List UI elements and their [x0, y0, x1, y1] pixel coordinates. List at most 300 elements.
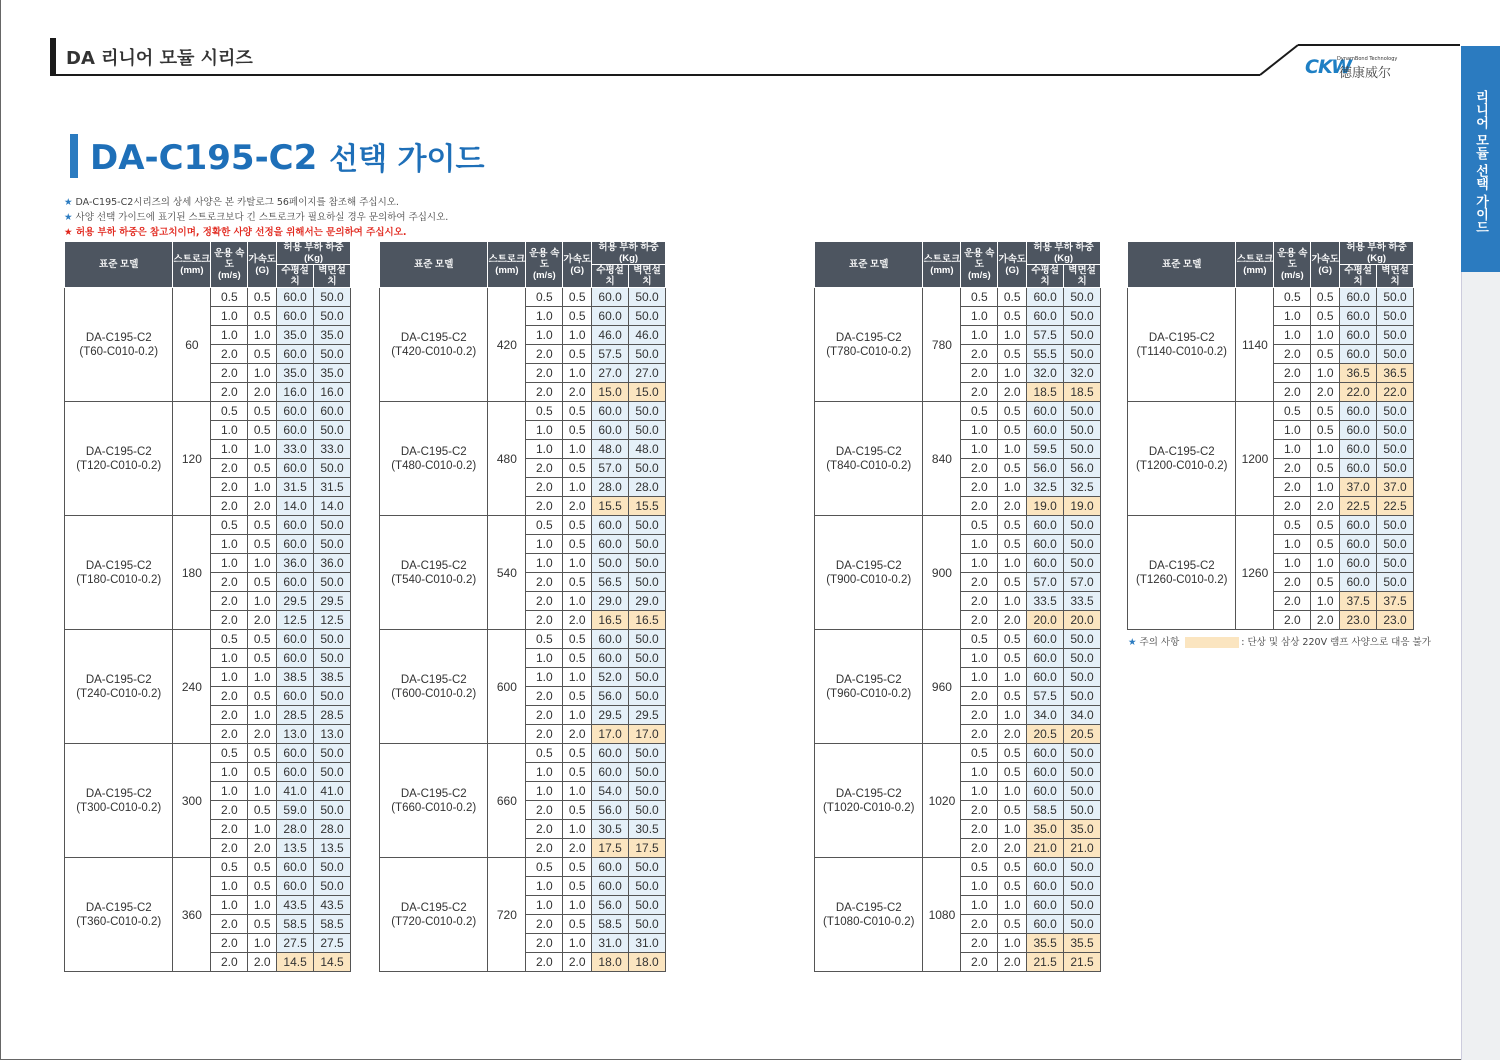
accel-value: 1.0: [1311, 326, 1340, 345]
speed-value: 2.0: [526, 953, 563, 972]
speed-value: 1.0: [961, 440, 998, 459]
header-speed: [211, 242, 248, 288]
accel-value: 1.0: [248, 706, 277, 725]
load-horizontal-value: 29.5: [592, 706, 629, 725]
accel-value: 0.5: [563, 459, 592, 478]
model-name-line: (T240-C010-0.2): [76, 687, 162, 700]
table-row: [65, 858, 351, 877]
accel-value: 0.5: [563, 877, 592, 896]
model-name-line: (T1140-C010-0.2): [1136, 345, 1228, 358]
speed-value: 2.0: [526, 820, 563, 839]
model-name-line: DA-C195-C2: [400, 673, 467, 686]
speed-value: 2.0: [1274, 364, 1311, 383]
load-wall-value: 15.0: [629, 383, 666, 402]
accel-value: 1.0: [563, 706, 592, 725]
header-rule-upper: [1298, 44, 1460, 46]
selection-table: [64, 241, 351, 972]
accel-value: 0.5: [998, 421, 1027, 440]
speed-value: 2.0: [211, 706, 248, 725]
load-wall-value: 50.0: [1064, 630, 1101, 649]
load-horizontal-value: 60.0: [1027, 877, 1064, 896]
selection-table: [1127, 241, 1414, 630]
load-horizontal-value: 56.0: [592, 687, 629, 706]
load-horizontal-value: 60.0: [1340, 554, 1377, 573]
note-text: DA-C195-C2시리즈의 상세 사양은 본 카탈로그 56페이지를 참조해 주십시오.: [75, 197, 399, 208]
load-wall-value: 33.5: [1064, 592, 1101, 611]
logo-chinese-name: 德康威尔: [1339, 66, 1392, 81]
load-horizontal-value: 60.0: [592, 516, 629, 535]
load-wall-value: 29.5: [629, 706, 666, 725]
accel-value: 1.0: [1311, 364, 1340, 383]
header-accel: [1311, 242, 1340, 288]
load-horizontal-value: 60.0: [277, 687, 314, 706]
speed-value: 1.0: [526, 421, 563, 440]
load-wall-value: 50.0: [1064, 535, 1101, 554]
load-horizontal-value: 16.0: [277, 383, 314, 402]
accel-value: 0.5: [998, 744, 1027, 763]
speed-value: 2.0: [1274, 497, 1311, 516]
table-row: [380, 630, 666, 649]
load-horizontal-value: 60.0: [277, 421, 314, 440]
load-horizontal-value: 57.5: [1027, 687, 1064, 706]
load-horizontal-value: 60.0: [1027, 915, 1064, 934]
accel-value: 0.5: [248, 535, 277, 554]
load-horizontal-value: 60.0: [592, 535, 629, 554]
speed-value: 1.0: [526, 326, 563, 345]
load-horizontal-value: 58.5: [592, 915, 629, 934]
load-horizontal-value: 14.0: [277, 497, 314, 516]
load-wall-value: 31.5: [314, 478, 351, 497]
speed-value: 2.0: [1274, 573, 1311, 592]
load-wall-value: 50.0: [314, 345, 351, 364]
load-horizontal-value: 60.0: [1027, 668, 1064, 687]
load-horizontal-value: 60.0: [277, 459, 314, 478]
load-wall-value: 21.5: [1064, 953, 1101, 972]
load-wall-value: 50.0: [629, 345, 666, 364]
header-accent-bar: [50, 38, 56, 74]
load-horizontal-value: 35.0: [1027, 820, 1064, 839]
load-wall-value: 50.0: [314, 516, 351, 535]
speed-value: 0.5: [526, 744, 563, 763]
model-name-line: DA-C195-C2: [85, 901, 152, 914]
load-wall-value: 35.0: [314, 326, 351, 345]
accel-value: 1.0: [248, 782, 277, 801]
speed-value: 2.0: [211, 839, 248, 858]
speed-value: 2.0: [1274, 345, 1311, 364]
accel-value: 1.0: [998, 440, 1027, 459]
speed-value: 0.5: [1274, 402, 1311, 421]
speed-value: 1.0: [526, 307, 563, 326]
load-horizontal-value: 31.5: [277, 478, 314, 497]
model-name-line: DA-C195-C2: [400, 331, 467, 344]
load-wall-value: 38.5: [314, 668, 351, 687]
model-name: [815, 744, 923, 858]
load-wall-value: 50.0: [314, 687, 351, 706]
load-horizontal-value: 60.0: [1027, 535, 1064, 554]
load-wall-value: 36.5: [1377, 364, 1414, 383]
speed-value: 0.5: [526, 858, 563, 877]
speed-value: 1.0: [211, 877, 248, 896]
load-horizontal-value: 29.5: [277, 592, 314, 611]
speed-value: 1.0: [1274, 326, 1311, 345]
speed-value: 2.0: [961, 820, 998, 839]
speed-value: 2.0: [526, 364, 563, 383]
accel-value: 1.0: [998, 364, 1027, 383]
legend-text: : 단상 및 삼상 220V 램프 사양으로 대응 불가: [1241, 637, 1431, 648]
load-horizontal-value: 60.0: [1340, 288, 1377, 307]
accel-value: 2.0: [998, 839, 1027, 858]
accel-value: 0.5: [248, 877, 277, 896]
load-horizontal-value: 22.5: [1340, 497, 1377, 516]
speed-value: 2.0: [526, 687, 563, 706]
accel-value: 2.0: [1311, 383, 1340, 402]
load-horizontal-value: 35.0: [277, 326, 314, 345]
speed-value: 0.5: [526, 516, 563, 535]
model-name-line: (T960-C010-0.2): [826, 687, 912, 700]
load-wall-value: 46.0: [629, 326, 666, 345]
speed-value: 2.0: [961, 573, 998, 592]
header-wall: 벽면설치: [629, 265, 666, 288]
header-accel-label: 가속도: [248, 253, 276, 265]
load-wall-value: 50.0: [1377, 288, 1414, 307]
header-model: 표준 모델: [380, 242, 488, 288]
page-title: [90, 134, 485, 178]
accel-value: 2.0: [998, 725, 1027, 744]
header-stroke-label: 스트로크: [488, 253, 526, 265]
accel-value: 0.5: [248, 630, 277, 649]
speed-value: 2.0: [961, 383, 998, 402]
load-horizontal-value: 60.0: [277, 630, 314, 649]
speed-value: 1.0: [961, 782, 998, 801]
load-wall-value: 50.0: [1377, 345, 1414, 364]
header-stroke-label: 스트로크: [923, 253, 961, 265]
load-horizontal-value: 18.5: [1027, 383, 1064, 402]
model-name-line: (T780-C010-0.2): [826, 345, 912, 358]
load-horizontal-value: 33.5: [1027, 592, 1064, 611]
speed-value: 1.0: [1274, 554, 1311, 573]
load-wall-value: 50.0: [1377, 402, 1414, 421]
header-speed-unit: (m/s): [967, 270, 991, 281]
model-name-line: DA-C195-C2: [835, 559, 902, 572]
logo-mark: CKW: [1305, 56, 1352, 78]
load-horizontal-value: 19.0: [1027, 497, 1064, 516]
speed-value: 2.0: [526, 478, 563, 497]
load-wall-value: 16.0: [314, 383, 351, 402]
load-wall-value: 28.0: [314, 820, 351, 839]
load-wall-value: 50.0: [1064, 877, 1101, 896]
load-horizontal-value: 60.0: [1027, 896, 1064, 915]
accel-value: 0.5: [563, 801, 592, 820]
load-horizontal-value: 60.0: [277, 744, 314, 763]
load-wall-value: 50.0: [314, 877, 351, 896]
load-wall-value: 13.5: [314, 839, 351, 858]
stroke-value: 660: [488, 744, 526, 858]
load-horizontal-value: 20.5: [1027, 725, 1064, 744]
load-wall-value: 50.0: [629, 915, 666, 934]
speed-value: 1.0: [1274, 421, 1311, 440]
load-wall-value: 17.5: [629, 839, 666, 858]
accel-value: 1.0: [248, 554, 277, 573]
accel-value: 0.5: [563, 288, 592, 307]
speed-value: 2.0: [1274, 478, 1311, 497]
table-row: [815, 744, 1101, 763]
speed-value: 1.0: [961, 535, 998, 554]
side-tab-selection-guide[interactable]: [1461, 46, 1500, 272]
accel-value: 1.0: [998, 554, 1027, 573]
accel-value: 0.5: [998, 573, 1027, 592]
warning-text: 허용 부하 하중은 참고치이며, 정확한 사양 선정을 위해서는 문의하여 주십시오.: [75, 227, 407, 238]
load-horizontal-value: 37.5: [1340, 592, 1377, 611]
title-accent-bar: [70, 134, 78, 178]
load-horizontal-value: 57.0: [1027, 573, 1064, 592]
model-name: [815, 402, 923, 516]
header-stroke-label: 스트로크: [173, 253, 211, 265]
accel-value: 0.5: [248, 801, 277, 820]
model-name-line: (T1260-C010-0.2): [1136, 573, 1228, 586]
speed-value: 2.0: [211, 345, 248, 364]
warning-note: ★ 허용 부하 하중은 참고치이며, 정확한 사양 선정을 위해서는 문의하여 주십시오.: [64, 227, 407, 238]
side-tab-label: 리니어 모듈 선택 가이드: [1473, 90, 1488, 234]
model-name: [380, 630, 488, 744]
header-stroke-unit: (mm): [180, 264, 204, 276]
speed-value: 2.0: [1274, 611, 1311, 630]
speed-value: 2.0: [1274, 383, 1311, 402]
accel-value: 2.0: [248, 953, 277, 972]
accel-value: 0.5: [998, 516, 1027, 535]
header-speed-label: 운용 속도: [1277, 248, 1308, 270]
speed-value: 1.0: [211, 763, 248, 782]
load-wall-value: 50.0: [314, 573, 351, 592]
load-horizontal-value: 14.5: [277, 953, 314, 972]
stroke-value: 1140: [1236, 288, 1274, 402]
load-wall-value: 50.0: [629, 402, 666, 421]
accel-value: 2.0: [248, 725, 277, 744]
accel-value: 2.0: [998, 383, 1027, 402]
accel-value: 1.0: [563, 554, 592, 573]
table-row: [380, 288, 666, 307]
note-item: ★ DA-C195-C2시리즈의 상세 사양은 본 카탈로그 56페이지를 참조해 주십시오.: [64, 197, 399, 208]
model-name-line: DA-C195-C2: [85, 673, 152, 686]
load-wall-value: 50.0: [629, 307, 666, 326]
header-accel-unit: (G): [1318, 264, 1333, 276]
load-wall-value: 50.0: [314, 535, 351, 554]
load-horizontal-value: 60.0: [1027, 307, 1064, 326]
load-horizontal-value: 27.0: [592, 364, 629, 383]
model-name-line: (T300-C010-0.2): [76, 801, 162, 814]
model-name: [380, 744, 488, 858]
legend-swatch: [1185, 637, 1239, 648]
accel-value: 1.0: [248, 478, 277, 497]
load-wall-value: 21.0: [1064, 839, 1101, 858]
accel-value: 2.0: [563, 725, 592, 744]
model-name-line: (T1020-C010-0.2): [823, 801, 915, 814]
load-horizontal-value: 60.0: [277, 402, 314, 421]
load-horizontal-value: 60.0: [277, 877, 314, 896]
accel-value: 1.0: [248, 668, 277, 687]
header-speed-unit: (m/s): [217, 270, 241, 281]
load-wall-value: 50.0: [1064, 896, 1101, 915]
load-horizontal-value: 60.0: [1340, 326, 1377, 345]
model-name: [65, 858, 173, 972]
accel-value: 0.5: [563, 630, 592, 649]
speed-value: 2.0: [961, 687, 998, 706]
header-accel-label: 가속도: [998, 253, 1026, 265]
accel-value: 2.0: [998, 953, 1027, 972]
speed-value: 2.0: [961, 801, 998, 820]
header-horizontal: 수평설치: [1027, 265, 1064, 288]
model-name-line: (T660-C010-0.2): [391, 801, 477, 814]
accel-value: 0.5: [563, 744, 592, 763]
load-horizontal-value: 54.0: [592, 782, 629, 801]
speed-value: 2.0: [961, 725, 998, 744]
load-wall-value: 50.0: [1377, 307, 1414, 326]
header-stroke: [488, 242, 526, 288]
accel-value: 0.5: [1311, 535, 1340, 554]
speed-value: 2.0: [526, 459, 563, 478]
speed-value: 2.0: [526, 934, 563, 953]
accel-value: 1.0: [998, 326, 1027, 345]
load-wall-value: 36.0: [314, 554, 351, 573]
speed-value: 0.5: [211, 516, 248, 535]
load-wall-value: 50.0: [314, 744, 351, 763]
load-horizontal-value: 60.0: [1340, 440, 1377, 459]
company-logo: [1305, 56, 1405, 81]
speed-value: 1.0: [526, 877, 563, 896]
accel-value: 1.0: [563, 668, 592, 687]
load-wall-value: 50.0: [314, 288, 351, 307]
header-wall: 벽면설치: [1064, 265, 1101, 288]
load-horizontal-value: 52.0: [592, 668, 629, 687]
table-row: [815, 516, 1101, 535]
speed-value: 1.0: [961, 307, 998, 326]
legend: ★ 주의 사항 : 단상 및 삼상 220V 램프 사양으로 대응 불가: [1128, 637, 1431, 648]
accel-value: 0.5: [998, 687, 1027, 706]
selection-table: [814, 241, 1101, 972]
speed-value: 0.5: [211, 630, 248, 649]
load-wall-value: 50.0: [314, 630, 351, 649]
stroke-value: 600: [488, 630, 526, 744]
load-wall-value: 50.0: [629, 668, 666, 687]
load-wall-value: 43.5: [314, 896, 351, 915]
load-horizontal-value: 60.0: [592, 763, 629, 782]
speed-value: 1.0: [211, 326, 248, 345]
accel-value: 1.0: [248, 440, 277, 459]
accel-value: 1.0: [998, 782, 1027, 801]
header-accel-label: 가속도: [563, 253, 591, 265]
speed-value: 1.0: [526, 440, 563, 459]
load-horizontal-value: 28.0: [277, 820, 314, 839]
speed-value: 0.5: [961, 744, 998, 763]
speed-value: 1.0: [961, 668, 998, 687]
table-row: [1128, 288, 1414, 307]
table-row: [1128, 402, 1414, 421]
accel-value: 0.5: [998, 459, 1027, 478]
load-horizontal-value: 20.0: [1027, 611, 1064, 630]
load-wall-value: 60.0: [314, 402, 351, 421]
speed-value: 2.0: [211, 478, 248, 497]
stroke-value: 60: [173, 288, 211, 402]
speed-value: 1.0: [961, 877, 998, 896]
speed-value: 2.0: [211, 953, 248, 972]
speed-value: 2.0: [211, 573, 248, 592]
header-model: 표준 모델: [1128, 242, 1236, 288]
table-row: [815, 858, 1101, 877]
model-name: [380, 288, 488, 402]
stroke-value: 540: [488, 516, 526, 630]
load-wall-value: 16.5: [629, 611, 666, 630]
load-wall-value: 50.0: [1377, 535, 1414, 554]
note-text: 사양 선택 가이드에 표기된 스트로크보다 긴 스트로크가 필요하실 경우 문의하여 주십시오.: [75, 212, 449, 223]
table-row: [65, 630, 351, 649]
load-wall-value: 50.0: [629, 421, 666, 440]
load-wall-value: 50.0: [629, 573, 666, 592]
load-wall-value: 31.0: [629, 934, 666, 953]
accel-value: 2.0: [248, 383, 277, 402]
speed-value: 1.0: [1274, 307, 1311, 326]
speed-value: 1.0: [1274, 440, 1311, 459]
model-name-line: DA-C195-C2: [1148, 445, 1215, 458]
load-wall-value: 50.0: [629, 877, 666, 896]
accel-value: 0.5: [1311, 288, 1340, 307]
header-wall: 벽면설치: [1377, 265, 1414, 288]
speed-value: 2.0: [526, 725, 563, 744]
load-wall-value: 50.0: [1377, 573, 1414, 592]
accel-value: 2.0: [1311, 497, 1340, 516]
load-horizontal-value: 22.0: [1340, 383, 1377, 402]
accel-value: 2.0: [248, 497, 277, 516]
header-rule-slant: [1258, 44, 1300, 76]
accel-value: 1.0: [998, 478, 1027, 497]
model-name-line: (T180-C010-0.2): [76, 573, 162, 586]
model-name-line: (T120-C010-0.2): [76, 459, 162, 472]
model-name: [65, 288, 173, 402]
speed-value: 0.5: [961, 630, 998, 649]
accel-value: 1.0: [998, 896, 1027, 915]
speed-value: 2.0: [961, 839, 998, 858]
accel-value: 0.5: [563, 535, 592, 554]
model-name: [1128, 516, 1236, 630]
stroke-value: 1080: [923, 858, 961, 972]
model-name-line: DA-C195-C2: [835, 901, 902, 914]
load-horizontal-value: 60.0: [1027, 554, 1064, 573]
speed-value: 2.0: [961, 459, 998, 478]
accel-value: 2.0: [998, 497, 1027, 516]
model-name: [65, 516, 173, 630]
stroke-value: 960: [923, 630, 961, 744]
speed-value: 0.5: [961, 402, 998, 421]
load-wall-value: 41.0: [314, 782, 351, 801]
model-name-line: DA-C195-C2: [835, 787, 902, 800]
model-name-line: DA-C195-C2: [400, 901, 467, 914]
model-name: [380, 858, 488, 972]
speed-value: 2.0: [211, 725, 248, 744]
load-horizontal-value: 43.5: [277, 896, 314, 915]
load-wall-value: 50.0: [314, 421, 351, 440]
load-horizontal-value: 33.0: [277, 440, 314, 459]
model-name-line: DA-C195-C2: [85, 331, 152, 344]
load-horizontal-value: 60.0: [277, 307, 314, 326]
speed-value: 1.0: [211, 649, 248, 668]
speed-value: 1.0: [526, 896, 563, 915]
load-wall-value: 37.0: [1377, 478, 1414, 497]
load-wall-value: 32.5: [1064, 478, 1101, 497]
accel-value: 0.5: [563, 307, 592, 326]
accel-value: 0.5: [563, 421, 592, 440]
speed-value: 2.0: [961, 364, 998, 383]
load-wall-value: 50.0: [1064, 744, 1101, 763]
stroke-value: 300: [173, 744, 211, 858]
load-wall-value: 50.0: [629, 763, 666, 782]
